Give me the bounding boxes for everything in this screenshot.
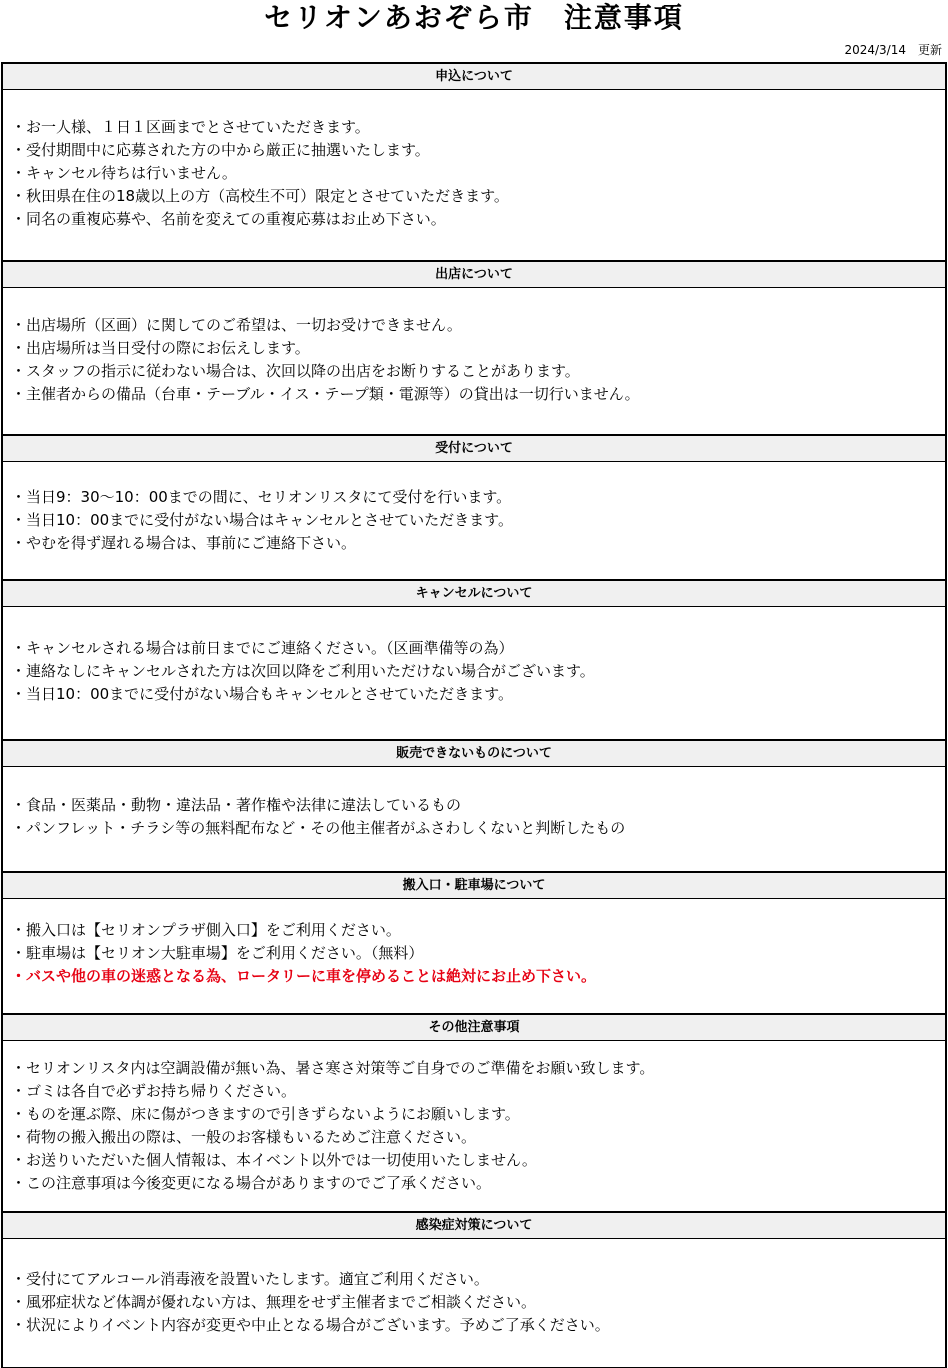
notice-line: ・ゴミは各自で必ずお持ち帰りください。 [11,1082,297,1100]
section-body [3,767,945,871]
section-body [3,462,945,579]
section-heading: 搬入口・駐車場について [3,873,945,899]
notice-line: ・セリオンリスタ内は空調設備が無い為、暑さ寒さ対策等ご自身でのご準備をお願い致します。 [11,1059,655,1077]
notice-line: ・荷物の搬入搬出の際は、一般のお客様もいるためご注意ください。 [11,1128,477,1146]
notice-line: ・主催者からの備品（台車・テーブル・イス・テープ類・電源等）の貸出は一切行いません。 [11,385,640,403]
notice-line: ・パンフレット・チラシ等の無料配布など・その他主催者がふさわしくないと判断したもの [11,819,626,837]
warning-line: ・バスや他の車の迷惑となる為、ロータリーに車を停めることは絶対にお止め下さい。 [11,967,597,985]
notice-line: ・出店場所は当日受付の際にお伝えします。 [11,339,310,357]
notice-line: ・やむを得ず遅れる場合は、事前にご連絡下さい。 [11,534,357,552]
notice-line: ・この注意事項は今後変更になる場合がありますのでご了承ください。 [11,1174,492,1192]
section-prohibited-items [1,739,947,871]
notice-line: ・出店場所（区画）に関してのご希望は、一切お受けできません。 [11,316,462,334]
section-heading: 申込について [3,64,945,90]
section-other-notes [1,1013,947,1211]
section-body [3,1041,945,1211]
notice-line: ・スタッフの指示に従わない場合は、次回以降の出店をお断りすることがあります。 [11,362,580,380]
notice-line: ・ものを運ぶ際、床に傷がつきますので引きずらないようにお願いします。 [11,1105,520,1123]
notice-line: ・お一人様、１日１区画までとさせていただきます。 [11,118,370,136]
section-heading: 感染症対策について [3,1213,945,1239]
section-heading: その他注意事項 [3,1015,945,1041]
notice-line: ・風邪症状など体調が優れない方は、無理をせず主催者までご相談ください。 [11,1293,537,1311]
page-title: セリオンあおぞら市 注意事項 [264,1,684,34]
section-body [3,90,945,260]
notice-line: ・同名の重複応募や、名前を変えての重複応募はお止め下さい。 [11,210,446,228]
section-body [3,1239,945,1367]
notice-line: ・お送りいただいた個人情報は、本イベント以外では一切使用いたしません。 [11,1151,537,1169]
section-cancel [1,579,947,739]
notice-line: ・搬入口は【セリオンプラザ側入口】をご利用ください。 [11,921,401,939]
notice-line: ・当日10：00までに受付がない場合はキャンセルとさせていただきます。 [11,511,513,529]
section-application [1,62,947,260]
section-reception [1,434,947,579]
section-heading: 受付について [3,436,945,462]
section-body [3,607,945,739]
notice-line: ・連絡なしにキャンセルされた方は次回以降をご利用いただけない場合がございます。 [11,662,595,680]
notice-line: ・秋田県在住の18歳以上の方（高校生不可）限定とさせていただきます。 [11,187,509,205]
notice-line: ・キャンセル待ちは行いません。 [11,164,237,182]
notice-line: ・当日10：00までに受付がない場合もキャンセルとさせていただきます。 [11,685,513,703]
section-body [3,899,945,1013]
notice-line: ・駐車場は【セリオン大駐車場】をご利用ください。（無料） [11,944,424,962]
section-heading: キャンセルについて [3,581,945,607]
section-entrance-parking [1,871,947,1013]
section-stall [1,260,947,434]
notice-line: ・食品・医薬品・動物・違法品・著作権や法律に違法しているもの [11,796,462,814]
updated-date: 2024/3/14 更新 [844,43,942,57]
section-infection-control [1,1211,947,1368]
notice-line: ・状況によりイベント内容が変更や中止となる場合がございます。予めご了承ください。 [11,1316,610,1334]
notice-line: ・当日9：30～10：00までの間に、セリオンリスタにて受付を行います。 [11,488,512,506]
notice-line: ・受付にてアルコール消毒液を設置いたします。適宜ご利用ください。 [11,1270,489,1288]
section-heading: 出店について [3,262,945,288]
section-body [3,288,945,434]
notice-sections [1,62,947,1368]
notice-line: ・受付期間中に応募された方の中から厳正に抽選いたします。 [11,141,430,159]
notice-line: ・キャンセルされる場合は前日までにご連絡ください。（区画準備等の為） [11,639,514,657]
section-heading: 販売できないものについて [3,741,945,767]
